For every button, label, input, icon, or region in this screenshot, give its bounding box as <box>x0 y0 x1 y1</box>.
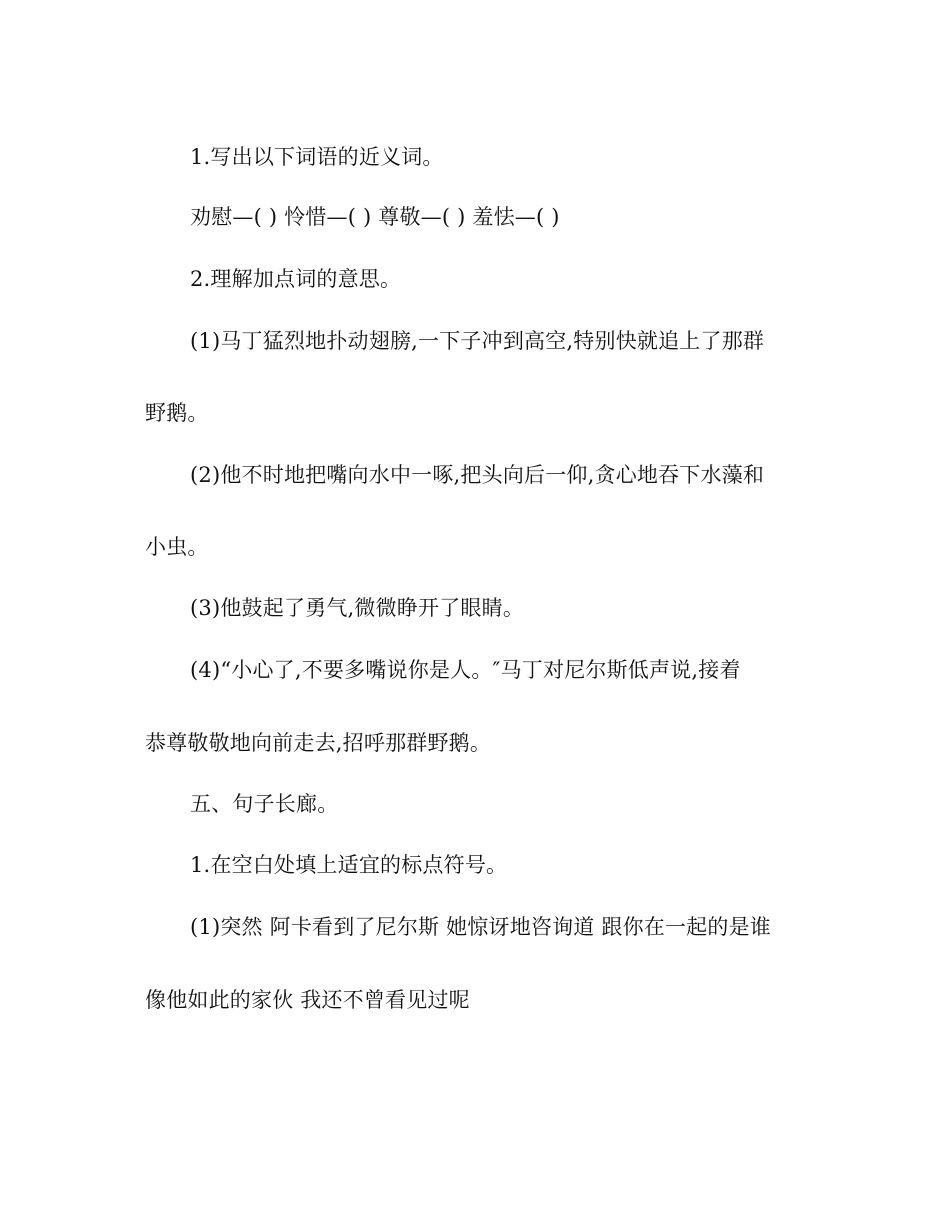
sentence-3-line: (3)他鼓起了勇气,微微睁开了眼睛。 <box>190 596 525 620</box>
question-2-heading: 2.理解加点词的意思。 <box>190 267 402 291</box>
sentence-4-line-2: 恭尊敬敬地向前走去,招呼那群野鹅。 <box>145 731 492 755</box>
synonym-blanks-line: 劝慰—( ) 怜惜—( ) 尊敬—( ) 羞怯—( ) <box>190 205 560 229</box>
sentence-2-line-2: 小虫。 <box>145 535 209 559</box>
section-5-heading: 五、句子长廊。 <box>190 792 339 816</box>
sentence-1-line-2: 野鹅。 <box>145 401 209 425</box>
sentence-2-line-1: (2)他不时地把嘴向水中一啄,把头向后一仰,贪心地吞下水藻和 <box>190 463 765 487</box>
section-5-question-1: 1.在空白处填上适宜的标点符号。 <box>190 853 508 877</box>
sentence-4-line-1: (4)“小心了,不要多嘴说你是人。″马丁对尼尔斯低声说,接着 <box>190 658 741 682</box>
sentence-1-line-1: (1)马丁猛烈地扑动翅膀,一下子冲到高空,特别快就追上了那群 <box>190 329 765 353</box>
punctuation-sentence-line-2: 像他如此的家伙 我还不曾看见过呢 <box>145 988 470 1012</box>
punctuation-sentence-line-1: (1)突然 阿卡看到了尼尔斯 她惊讶地咨询道 跟你在一起的是谁 <box>190 915 771 939</box>
question-1-heading: 1.写出以下词语的近义词。 <box>190 145 444 169</box>
